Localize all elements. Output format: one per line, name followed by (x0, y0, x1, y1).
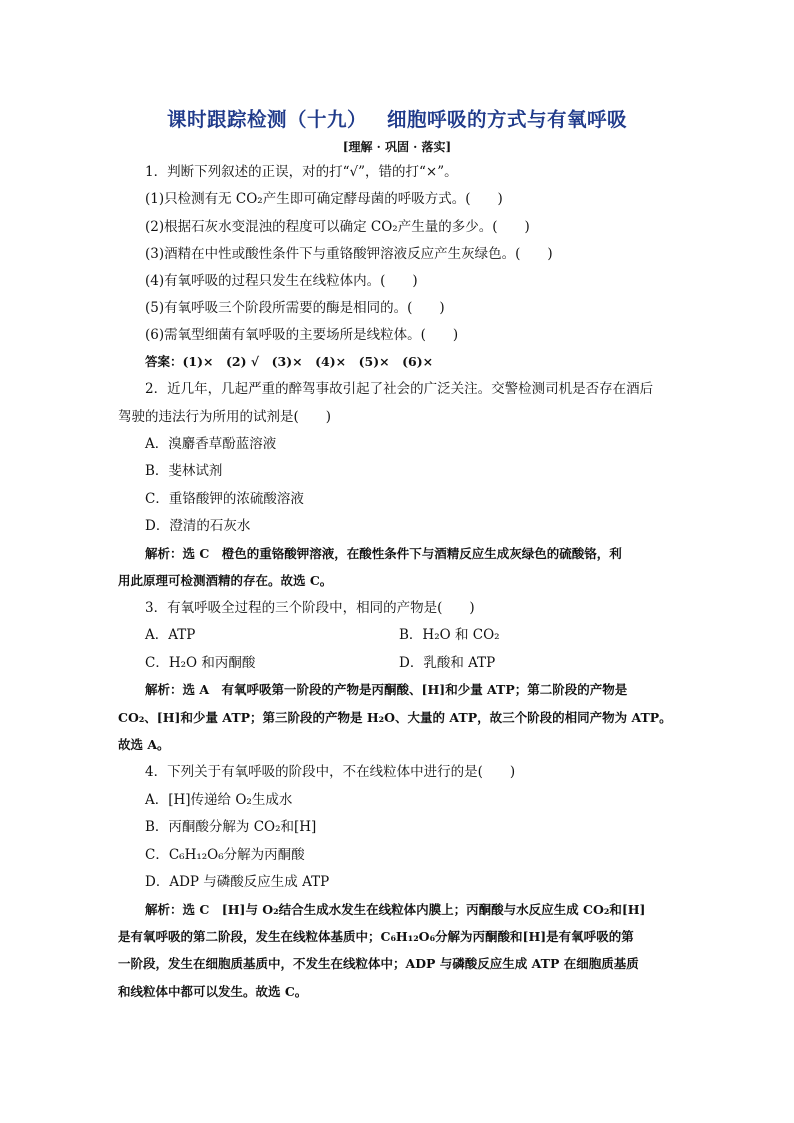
q2-solution-line-1: 解析：选 C 橙色的重铬酸钾溶液，在酸性条件下与酒精反应生成灰绿色的硫酸铬，利 (145, 546, 622, 561)
q2-option-b: B．斐林试剂 (145, 463, 223, 479)
section-label: [理解 · 巩固 · 落实] (342, 140, 452, 154)
q4-solution-line-3: 一阶段，发生在细胞质基质中，不发生在线粒体中；ADP 与磷酸反应生成 ATP 在细胞质基质 (118, 956, 639, 971)
page-title (0, 104, 794, 132)
q1-item-4: (4)有氧呼吸的过程只发生在线粒体内。( ) (145, 273, 418, 289)
q4-solution-line-2: 是有氧呼吸的第二阶段，发生在线粒体基质中；C₆H₁₂O₆分解为丙酮酸和[H]是有氧呼吸的第 (118, 929, 634, 944)
q2-solution-line-2: 用此原理可检测酒精的存在。故选 C。 (118, 573, 333, 588)
q2-option-c: C．重铬酸钾的浓硫酸溶液 (145, 491, 304, 507)
q2-stem-line-2: 驾驶的违法行为所用的试剂是( ) (118, 409, 332, 425)
title-main: 课时跟踪检测（十九） (166, 108, 367, 131)
q4-solution-line-1: 解析：选 C [H]与 O₂结合生成水发生在线粒体内膜上；丙酮酸与水反应生成 CO₂和[H] (145, 902, 646, 917)
q1-item-1: (1)只检测有无 CO₂产生即可确定酵母菌的呼吸方式。( ) (145, 191, 503, 207)
q3-stem: 3．有氧呼吸全过程的三个阶段中，相同的产物是( ) (145, 600, 475, 616)
q1-item-5: (5)有氧呼吸三个阶段所需要的酶是相同的。( ) (145, 300, 445, 316)
q1-stem: 1．判断下列叙述的正误，对的打“√”，错的打“×”。 (145, 164, 458, 180)
q4-option-b: B．丙酮酸分解为 CO₂和[H] (145, 819, 317, 835)
q1-answer: 答案：(1)× (2) √ (3)× (4)× (5)× (6)× (145, 354, 434, 369)
q3-solution-line-2: CO₂、[H]和少量 ATP；第三阶段的产物是 H₂O、大量的 ATP，故三个阶段的相同产物为 ATP。 (118, 710, 672, 725)
q2-option-d: D．澄清的石灰水 (145, 518, 251, 534)
q4-option-d: D．ADP 与磷酸反应生成 ATP (145, 874, 330, 890)
q3-solution-line-1: 解析：选 A 有氧呼吸第一阶段的产物是丙酮酸、[H]和少量 ATP；第二阶段的产物是 (145, 682, 628, 697)
q1-item-6: (6)需氧型细菌有氧呼吸的主要场所是线粒体。( ) (145, 327, 459, 343)
q3-option-a: A．ATP (145, 627, 196, 643)
q4-solution-line-4: 和线粒体中都可以发生。故选 C。 (118, 984, 308, 999)
q3-option-d: D．乳酸和 ATP (399, 655, 496, 671)
q4-option-c: C．C₆H₁₂O₆分解为丙酮酸 (145, 847, 305, 863)
q3-option-b: B．H₂O 和 CO₂ (399, 627, 500, 643)
q3-option-c: C．H₂O 和丙酮酸 (145, 655, 256, 671)
q1-item-2: (2)根据石灰水变混浊的程度可以确定 CO₂产生量的多少。( ) (145, 219, 530, 235)
q3-solution-line-3: 故选 A。 (118, 737, 170, 752)
q2-stem-line-1: 2．近几年，几起严重的醉驾事故引起了社会的广泛关注。交警检测司机是否存在酒后 (145, 381, 654, 397)
q4-stem: 4．下列关于有氧呼吸的阶段中，不在线粒体中进行的是( ) (145, 764, 516, 780)
q4-option-a: A．[H]传递给 O₂生成水 (145, 792, 293, 808)
title-sub: 细胞呼吸的方式与有氧呼吸 (387, 108, 628, 131)
q1-item-3: (3)酒精在中性或酸性条件下与重铬酸钾溶液反应产生灰绿色。( ) (145, 246, 553, 262)
q2-option-a: A．溴麝香草酚蓝溶液 (145, 436, 277, 452)
